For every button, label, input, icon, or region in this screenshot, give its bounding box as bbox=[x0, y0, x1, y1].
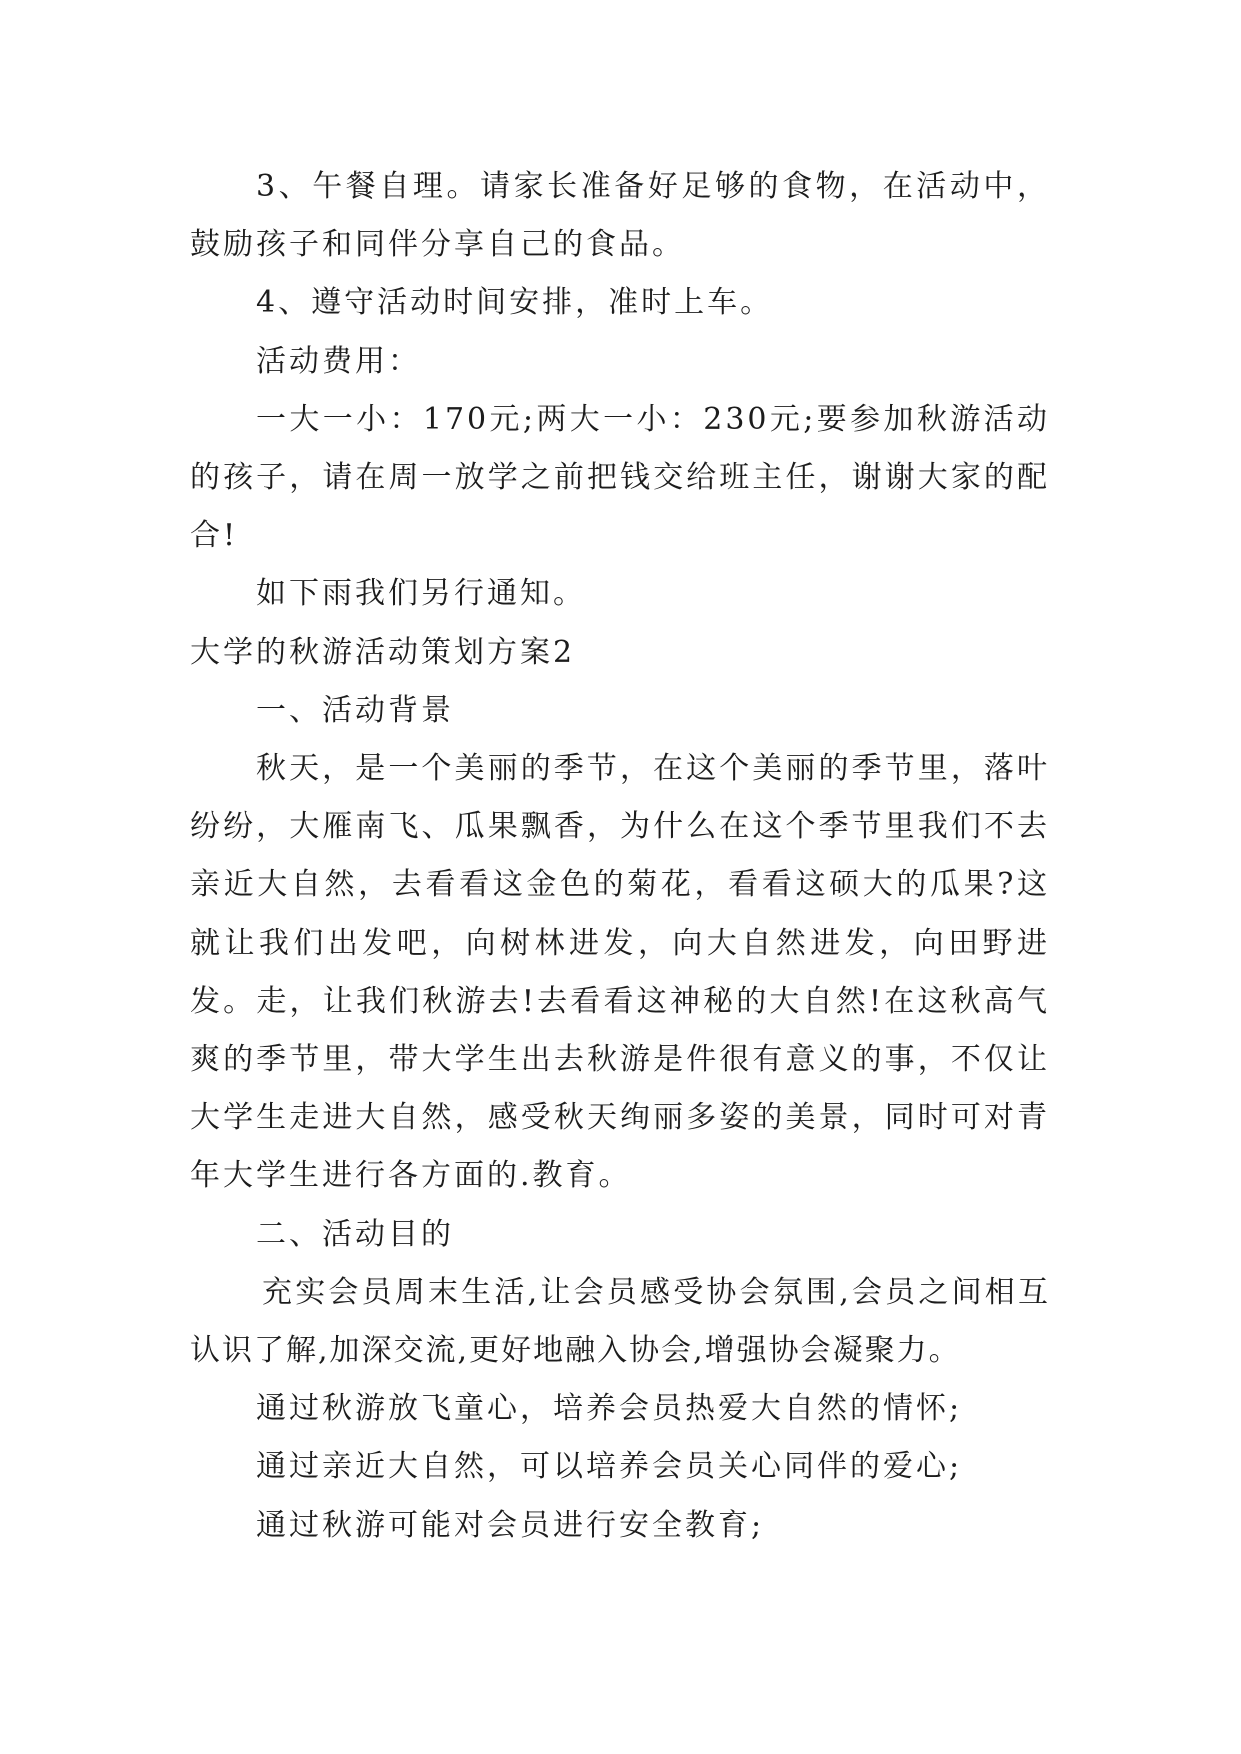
paragraph-lunch: 3、午餐自理。请家长准备好足够的食物，在活动中，鼓励孩子和同伴分享自己的食品。 bbox=[190, 169, 1050, 263]
paragraph-background: 秋天，是一个美丽的季节，在这个美丽的季节里，落叶纷纷，大雁南飞、瓜果飘香，为什么在这个季节里我们不去亲近大自然，去看看这金色的菊花，看看这硕大的瓜果?这就让我们出发吧，向树林进发，向大自然进发，向田野进发。走，让我们秋游去!去看看这神秘的大自然!在这秋高气爽的季节里，带大学生出去秋游是件很有意义的事，不仅让大学生走进大自然，感受秋天绚丽多姿的美景，同时可对青年大学生进行各方面的.教育。 bbox=[190, 751, 1050, 1194]
purpose-heading: 二、活动目的 bbox=[256, 1216, 454, 1252]
paragraph-purpose: 充实会员周末生活,让会员感受协会氛围,会员之间相互认识了解,加深交流,更好地融入协会,增强协会凝聚力。 bbox=[190, 1274, 1050, 1369]
background-heading: 一、活动背景 bbox=[256, 692, 454, 728]
paragraph-rain-notice: 如下雨我们另行通知。 bbox=[256, 576, 586, 612]
fee-heading: 活动费用： bbox=[256, 343, 421, 379]
document-page bbox=[190, 158, 1050, 1555]
paragraph-schedule: 4、遵守活动时间安排，准时上车。 bbox=[256, 285, 774, 321]
plan-title: 大学的秋游活动策划方案2 bbox=[190, 634, 576, 670]
paragraph-fee-detail: 一大一小：170元;两大一小：230元;要参加秋游活动的孩子，请在周一放学之前把钱交给班主任，谢谢大家的配合! bbox=[190, 401, 1050, 554]
purpose-item-2: 通过亲近大自然，可以培养会员关心同伴的爱心; bbox=[256, 1449, 963, 1485]
purpose-item-3: 通过秋游可能对会员进行安全教育; bbox=[256, 1507, 765, 1543]
purpose-item-1: 通过秋游放飞童心，培养会员热爱大自然的情怀; bbox=[256, 1391, 963, 1427]
